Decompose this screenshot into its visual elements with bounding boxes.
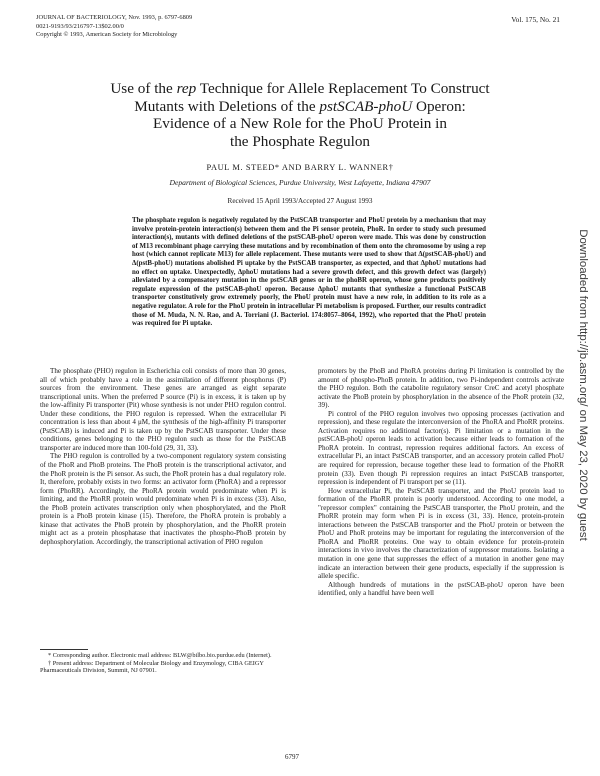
- issn-line: 0021-9193/93/216797-13$02.00/0: [36, 22, 124, 30]
- footnote-corresponding: * Corresponding author. Electronic mail address: BLW@bilbo.bio.purdue.edu (Internet).: [48, 652, 272, 659]
- title-line1-rest: Technique for Allele Replacement To Construct: [199, 80, 490, 97]
- body-column-right: [318, 367, 564, 598]
- paragraph: promoters by the PhoB and PhoRA proteins during Pi limitation is controlled by the amount of phospho-PhoB protein. In addition, two Pi-independent controls activate the PHO regulon. Both the catabolite regulatory sensor CreC and acetyl phosphate activate the PhoB protein by phosphorylation in the absence of the PhoR protein (32, 39).: [318, 367, 564, 410]
- title-gene-rep: rep: [176, 80, 197, 97]
- paragraph: Pi control of the PHO regulon involves two opposing processes (activation and repression), and these regulate the interconversion of the PhoRA and PhoRR proteins. Activation requires no additional factor(s). Pi limitation or a mutation in the pstSCAB-phoU operon leads to activation because either leads to formation of the PhoRA protein. In contrast, repression requires additional factors. An excess of extracellular Pi, an intact PstSCAB transporter, and an accessory protein called PhoU are required for repression, because together these lead to formation of the PhoRR protein (33). Even though Pi repression requires an intact PstSCAB transporter, repression is independent of Pi transport per se (11).: [318, 409, 564, 487]
- footnote-rule: [40, 649, 88, 650]
- article-title: [40, 80, 560, 150]
- paragraph: How extracellular Pi, the PstSCAB transporter, and the PhoU protein lead to formation of the PhoRR protein is poorly understood. According to one model, a "repressor complex" containing the PstSCAB transporter, the PhoU protein, and the PhoRR protein may form when Pi is in excess (31, 33). Hence, protein-protein interactions between the PstSCAB transporter and the PhoU protein or between the PhoU and PhoR proteins may be important for regulating the interconversion of the PhoRA and PhoRR proteins. One way to obtain evidence for protein-protein interactions in vivo involves the characterization of suppressor mutations. Isolating a mutation in one gene that suppresses the effect of a mutation in another gene may indicate an interaction between their gene products, especially if the suppression is allele specific.: [318, 486, 564, 581]
- download-watermark: Downloaded from http://jb.asm.org/ on May 23, 2020 by guest: [577, 229, 589, 541]
- paragraph: The phosphate (PHO) regulon in Escherichia coli consists of more than 30 genes, all of which probably have a role in the assimilation of different phosphorus (P) sources from the environment. These genes are arranged as eight separate transcriptional units. When the preferred P source (Pi) is in excess, it is taken up by the low-affinity Pi transporter (Pit) whose synthesis is not under PHO regulon control. Under these conditions, the PHO regulon is repressed. When the extracellular Pi concentration is less than about 4 μM, the synthesis of the high-affinity Pi transporter (PstSCAB) is induced and Pi is taken up by the PstSCAB transporter. Under these conditions, genes belonging to the PHO regulon such as those for the PstSCAB transporter are induced more than 100-fold (29, 31, 33).: [40, 367, 286, 452]
- received-dates: Received 15 April 1993/Accepted 27 August 1993: [227, 197, 373, 205]
- title-line2-rest: Operon:: [416, 97, 466, 115]
- copyright-line: Copyright © 1993, American Society for Microbiology: [36, 31, 178, 39]
- paragraph: The PHO regulon is controlled by a two-component regulatory system consisting of the PhoR and PhoB proteins. The PhoB protein is the transcriptional activator, and the PhoR protein is the Pi sensor. As such, the PhoR protein has a dual regulatory role. It, therefore, probably exists in two forms: an activator form (PhoRA) and a repressor form (PhoRR). Accordingly, the PhoRA protein would predominate when Pi is limiting, and the PhoRR protein would predominate when Pi is in excess (33). Also, the PhoB protein activates transcription only when phosphorylated, and the PhoR protein is a PhoB protein kinase (15). Therefore, the PhoRA protein is probably a kinase that activates the PhoB protein by phosphorylation, and the PhoRR protein might act as a protein phosphatase that inactivates the phospho-PhoB protein by dephosphorylation. Accordingly, the transcriptional activation of PHO regulon: [40, 452, 286, 546]
- affiliation: Department of Biological Sciences, Purdue University, West Lafayette, Indiana 47907: [169, 178, 431, 187]
- volume-label: Vol. 175, No. 21: [511, 15, 560, 24]
- title-line4: the Phosphate Regulon: [229, 132, 371, 150]
- paragraph: Although hundreds of mutations in the pstSCAB-phoU operon have been identified, only a handful have been well: [318, 580, 564, 598]
- journal-header: [36, 14, 192, 40]
- title-line1: Use of the: [110, 80, 173, 97]
- footnotes: [40, 652, 286, 675]
- body-column-left: [40, 367, 286, 546]
- title-line3: Evidence of a New Role for the PhoU Protein in: [153, 115, 447, 133]
- abstract: The phosphate regulon is negatively regulated by the PstSCAB transporter and PhoU protein by a mechanism that may involve protein-protein interaction(s) between them and the Pi sensor protein, PhoR. In order to study such presumed interaction(s), mutants with defined deletions of the pstSCAB-phoU operon were made. This was done by construction of M13 recombinant phage carrying these mutations and by recombination of them onto the chromosome by using a rep host (which cannot replicate M13) for allele replacement. These mutants were used to show that Δ(pstSCAB-phoU) and Δ(pstB-phoU) mutations abolished Pi uptake by the PstSCAB transporter, as expected, and that ΔphoU mutations had no effect on uptake. Unexpectedly, ΔphoU mutations had a severe growth defect, and this growth defect was (largely) alleviated by a compensatory mutation in the pstSCAB genes or in the phoBR operon, whose gene products positively regulate expression of the pstSCAB-phoU operon. Because ΔphoU mutants that synthesize a functional PstSCAB transporter constitutively grow extremely poorly, the PhoU protein must have a new role, in addition to its role as a negative regulator. A role for the PhoU protein in intracellular Pi metabolism is proposed. Further, our results contradict those of M. Muda, N. N. Rao, and A. Torriani (J. Bacteriol. 174:8057–8064, 1992), who reported that the PhoU protein was required for Pi uptake.: [132, 217, 486, 328]
- footnote-present-address: † Present address: Department of Molecular Biology and Enzymology, CIBA GEIGY Pharmaceuticals Division, Summit, NJ 07901.: [40, 659, 264, 675]
- title-line2: Mutants with Deletions of the: [134, 97, 316, 115]
- journal-line: JOURNAL OF BACTERIOLOGY, Nov. 1993, p. 6797-6809: [36, 14, 193, 21]
- page-number: 6797: [285, 753, 299, 761]
- title-operon: pstSCAB-phoU: [319, 97, 413, 115]
- authors: PAUL M. STEED* AND BARRY L. WANNER†: [206, 163, 394, 172]
